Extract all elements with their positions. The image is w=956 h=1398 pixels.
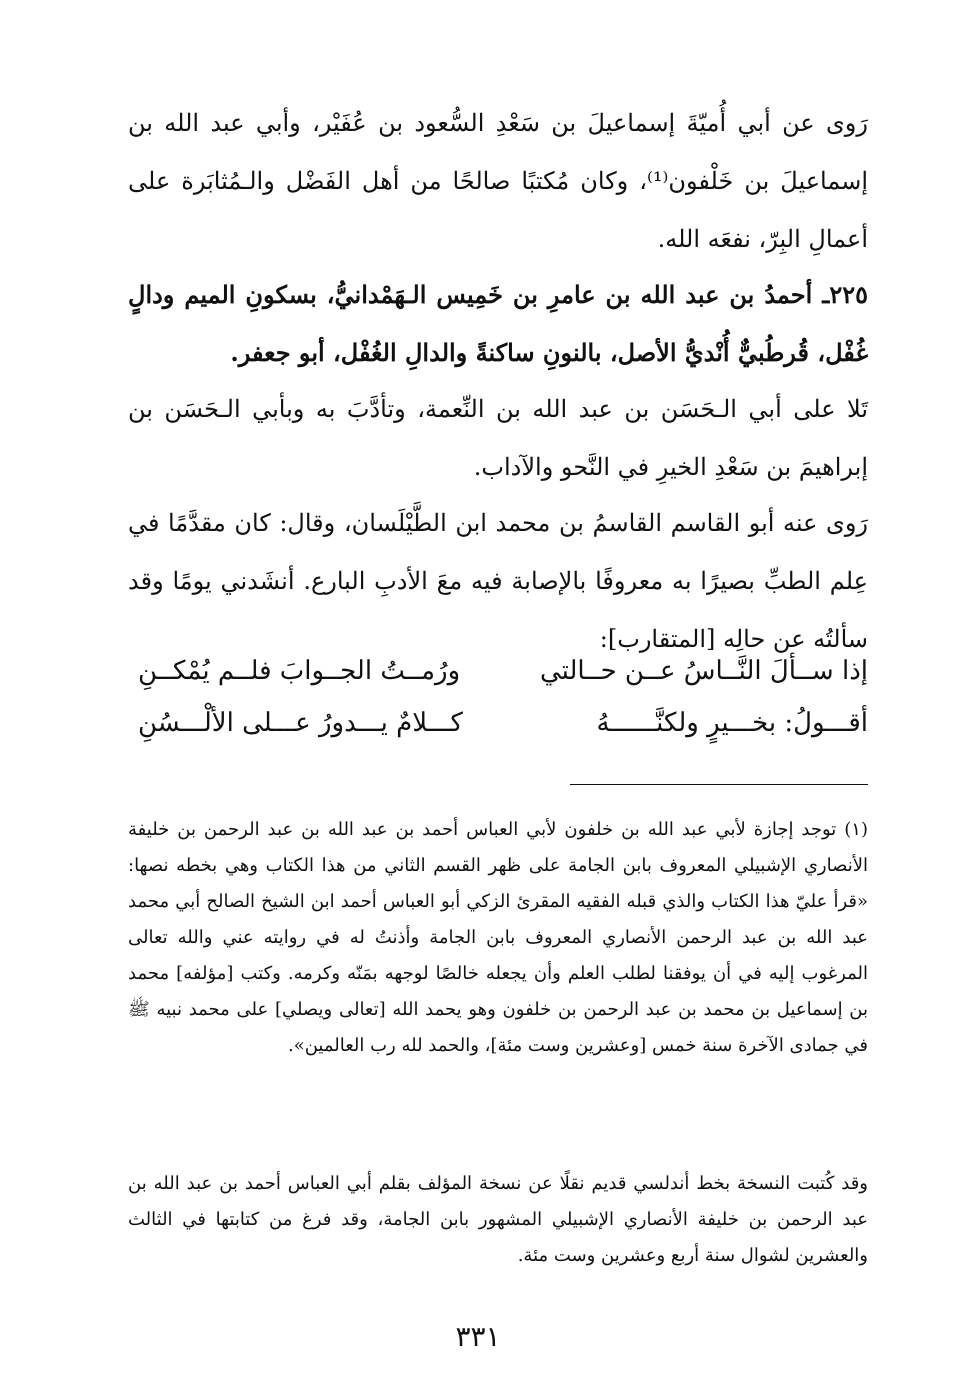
page-number: ٣٣١ <box>455 1320 501 1353</box>
footnote-text: وقد كُتبت النسخة بخط أندلسي قديم نقلًا عن نسخة المؤلف بقلم أبي العباس أحمد بن عبد الله بن عبد الرحمن بن خليفة الأنصاري الإشبيلي المشهور بابن الجامة، وقد فرغ من كتابتها في الثالث والعشرين لشوال سنة أربع وعشرين وست مئة. <box>128 1173 868 1266</box>
verse-hemistich-first: إذا ســألَ النَّــاسُ عــن حــالتي <box>539 656 868 686</box>
body-paragraph-4 <box>128 494 868 668</box>
body-paragraph-3 <box>128 380 868 496</box>
footnote-continuation <box>128 1166 868 1274</box>
paragraph-text: تَلا على أبي الـحَسَن بن عبد الله بن النِّعمة، وتأدَّبَ به وبأبي الـحَسَن بن إبراهيمَ بن سَعْدِ الخيرِ في النَّحو والآداب. <box>128 395 868 481</box>
verse-hemistich-second: ورُمــتُ الجــوابَ فلــم يُمْكــنِ <box>138 656 461 686</box>
footnote-text: (١) توجد إجازة لأبي عبد الله بن خلفون لأبي العباس أحمد بن عبد الله بن عبد الرحمن بن خليفة الأنصاري الإشبيلي المعروف بابن الجامة على ظهر القسم الثاني من هذا الكتاب وهي بخطه نصها: «قرأ عليّ هذا الكتاب والذي قبله الفقيه المقرئ الزكي أبو العباس أحمد ابن الشيخ الصالح أبي محمد عبد الله بن عبد الرحمن الأنصاري المعروف بابن الجامة وأذنتُ له في روايته عني والله تعالى المرغوب إليه في أن يوفقنا لطلب العلم وأن يجعله خالصًا لوجهه بمَنّه وكرمه. وكتب [مؤلفه] محمد بن إسماعيل بن محمد بن عبد الرحمن بن خلفون وهو يحمد الله [تعالى ويصلي] على محمد نبيه ﷺ في جمادى الآخرة سنة خمس [وعشرين وست مئة]، والحمد لله رب العالمين». <box>128 819 868 1056</box>
footnote-1 <box>128 812 868 1064</box>
body-paragraph-1 <box>128 94 868 268</box>
paragraph-text: رَوى عنه أبو القاسم القاسمُ بن محمد ابن الطَّيْلَسان، وقال: كان مقدَّمًا في عِلم الطبِّ بصيرًا به معروفًا بالإصابة فيه معَ الأدبِ البارع. أنشَدني يومًا وقد سألتُه عن حالِه [المتقارب]: <box>128 509 868 653</box>
entry-heading-text: ٢٢٥ـ أحمدُ بن عبد الله بن عامرِ بن خَمِيس الـهَمْدانيُّ، بسكونِ الميم ودالٍ غُفْل، قُرطُبيٌّ أُنْديُّ الأصل، بالنونِ ساكنةً والدالِ الغُفْل، أبو جعفر. <box>128 280 868 367</box>
verse-hemistich-first: أقـــولُ: بخـــيرٍ ولكنَّــــــهُ <box>596 708 868 738</box>
verse-line-1 <box>128 656 868 706</box>
footnote-separator <box>570 784 868 785</box>
paragraph-text: رَوى عن أبي أُميّةَ إسماعيلَ بن سَعْدِ السُّعود بن عُفَيْر، وأبي عبد الله بن إسماعيلَ بن خَلْفون⁽¹⁾، وكان مُكتبًا صالحًا من أهل الفَضْل والـمُثابَرة على أعمالِ البِرّ، نفعَه الله. <box>128 109 868 253</box>
verse-hemistich-second: كـــلامٌ يـــدورُ عـــلى الألْـــسُنِ <box>138 708 463 738</box>
verse-line-2 <box>128 708 868 758</box>
entry-heading-225 <box>128 266 868 382</box>
